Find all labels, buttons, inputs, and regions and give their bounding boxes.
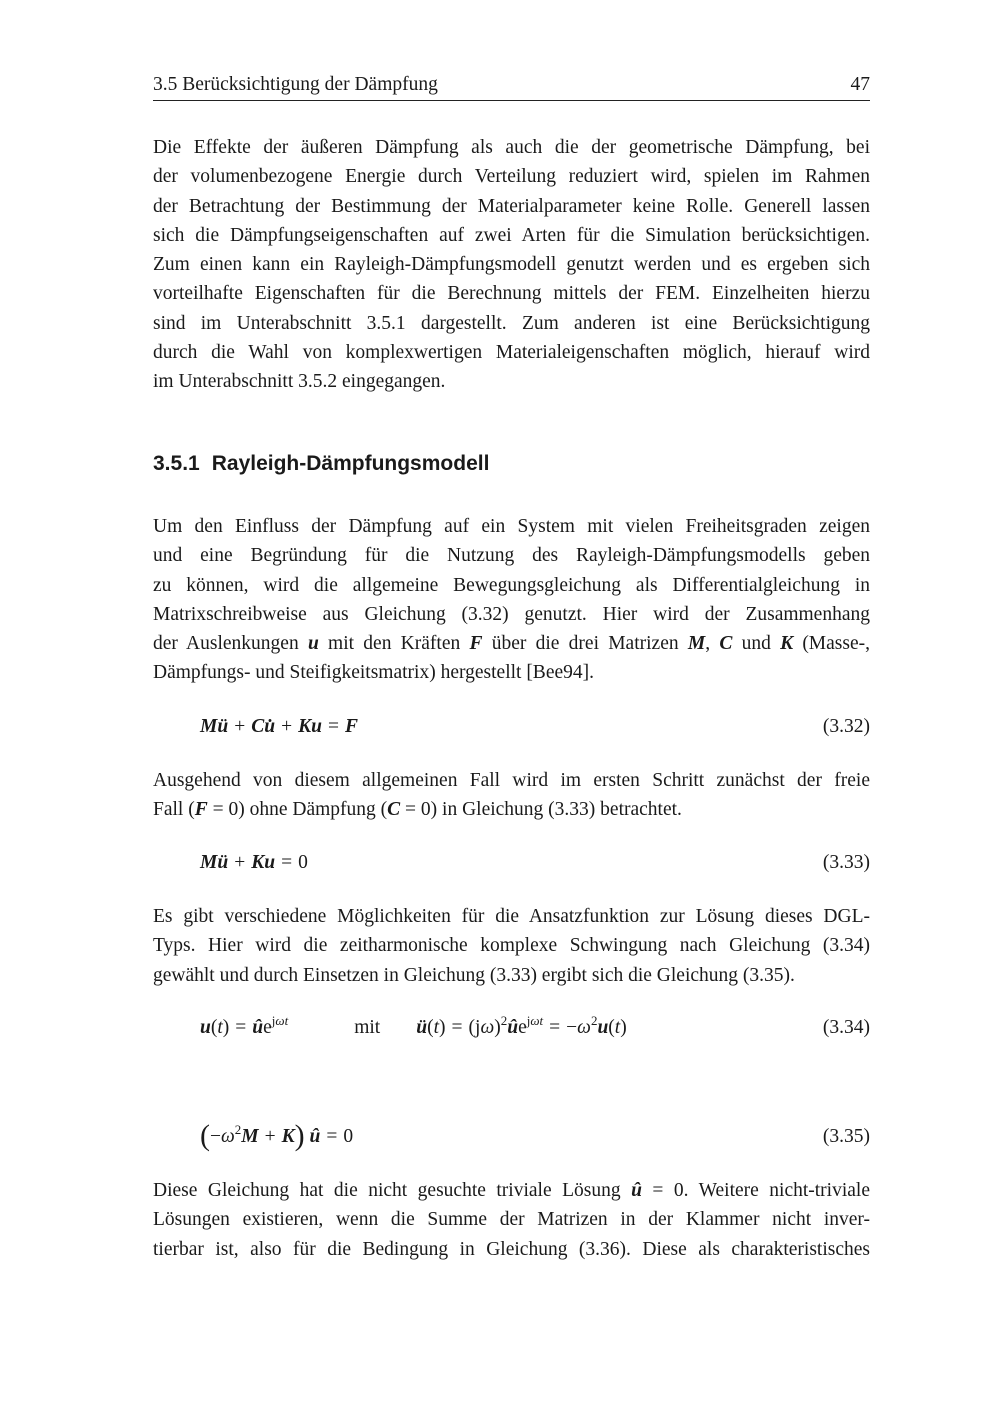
text-line: Ausgehend von diesem allgemeinen Fall wird im ersten Schritt zunächst der freie <box>153 770 870 791</box>
section-title: Rayleigh-Dämpfungsmodell <box>211 452 490 475</box>
text-line: Fall (F = 0) ohne Dämpfung (C = 0) in Gleichung (3.33) betrachtet. <box>153 799 682 821</box>
text-line: durch die Wahl von komplexwertigen Materialeigenschaften möglich, hierauf wird <box>153 342 870 364</box>
text-line: Es gibt verschiedene Möglichkeiten für die Ansatzfunktion zur Lösung dieses DGL- <box>153 906 870 927</box>
equation-body: $u(t) = ûe^{j\omega t}$ mit ü(t) = $(j\omega)^2ûe^{j\omega t} = -\omega^2u(t)$ <box>200 1011 627 1045</box>
text-line: sind im Unterabschnitt 3.5.1 dargestellt. Zum anderen ist eine Berücksichtigung <box>153 312 870 334</box>
text-line: Um den Einfluss der Dämpfung auf ein System mit vielen Freiheitsgraden zeigen <box>153 516 870 537</box>
equation-number: (3.35) <box>822 1126 870 1147</box>
header-section-title: 3.5 Berücksichtigung der Dämpfung <box>153 74 438 95</box>
equation-3-32 <box>200 710 870 744</box>
section-number: 3.5.1 <box>153 452 200 475</box>
text-line: vorteilhafte Eigenschaften für die Berechnung mittels der FEM. Einzelheiten hierzu <box>153 283 870 305</box>
paragraph-intro <box>153 133 870 397</box>
text-line: sich die Dämpfungseigenschaften auf zwei Arten für die Simulation berücksichtigen. <box>153 224 870 246</box>
equation-number: (3.34) <box>822 1017 870 1038</box>
text-line: der Betrachtung der Bestimmung der Materialparameter keine Rolle. Generell lassen <box>153 195 870 217</box>
page-number: 47 <box>850 74 870 95</box>
text-line: der volumenbezogene Energie durch Verteilung reduziert wird, spielen im Rahmen <box>153 166 870 188</box>
text-line: Zum einen kann ein Rayleigh-Dämpfungsmodell genutzt werden und es ergeben sich <box>153 254 870 276</box>
equation-3-33 <box>200 846 870 880</box>
text-line: Lösungen existieren, wenn die Summe der Matrizen in der Klammer nicht inver- <box>153 1209 870 1231</box>
equation-body: Mü + Cu̇ + Ku = F <box>200 716 358 737</box>
running-header <box>153 72 870 101</box>
equation-3-35 <box>200 1120 870 1154</box>
text-line: Typs. Hier wird die zeitharmonische komplexe Schwingung nach Gleichung (3.34) <box>153 935 870 957</box>
equation-number: (3.32) <box>822 716 870 737</box>
paragraph-rayleigh <box>153 512 870 688</box>
text-line: tierbar ist, also für die Bedingung in Gleichung (3.36). Diese als charakteristisches <box>153 1238 870 1260</box>
paragraph-free-case <box>153 766 870 825</box>
equation-number: (3.33) <box>822 852 870 873</box>
equation-body: $(-\omega^2M + K)$ û = 0 <box>200 1119 354 1152</box>
equation-connector: mit <box>354 1017 381 1038</box>
text-line: und eine Begründung für die Nutzung des Rayleigh-Dämpfungsmodells geben <box>153 545 870 567</box>
text-line: Matrixschreibweise aus Gleichung (3.32) genutzt. Hier wird der Zusammenhang <box>153 603 870 625</box>
paragraph-trivial-solution <box>153 1176 870 1264</box>
paragraph-ansatz <box>153 902 870 990</box>
text-line: der Auslenkungen u mit den Kräften F über die drei Matrizen M, C und K (Masse-, <box>153 633 871 655</box>
text-line: im Unterabschnitt 3.5.2 eingegangen. <box>153 371 446 393</box>
text-line: Dämpfungs- und Steifigkeitsmatrix) hergestellt [Bee94]. <box>153 662 594 684</box>
text-line: gewählt und durch Einsetzen in Gleichung (3.33) ergibt sich die Gleichung (3.35). <box>153 964 795 986</box>
section-heading <box>153 452 489 476</box>
text-line: Diese Gleichung hat die nicht gesuchte triviale Lösung û = 0. Weitere nicht-triviale <box>153 1180 870 1201</box>
text-line: Die Effekte der äußeren Dämpfung als auch die der geometrische Dämpfung, bei <box>153 137 870 158</box>
equation-3-34 <box>200 1011 870 1045</box>
text-line: zu können, wird die allgemeine Bewegungsgleichung als Differentialgleichung in <box>153 574 870 596</box>
equation-body: Mü + Ku = 0 <box>200 852 308 873</box>
